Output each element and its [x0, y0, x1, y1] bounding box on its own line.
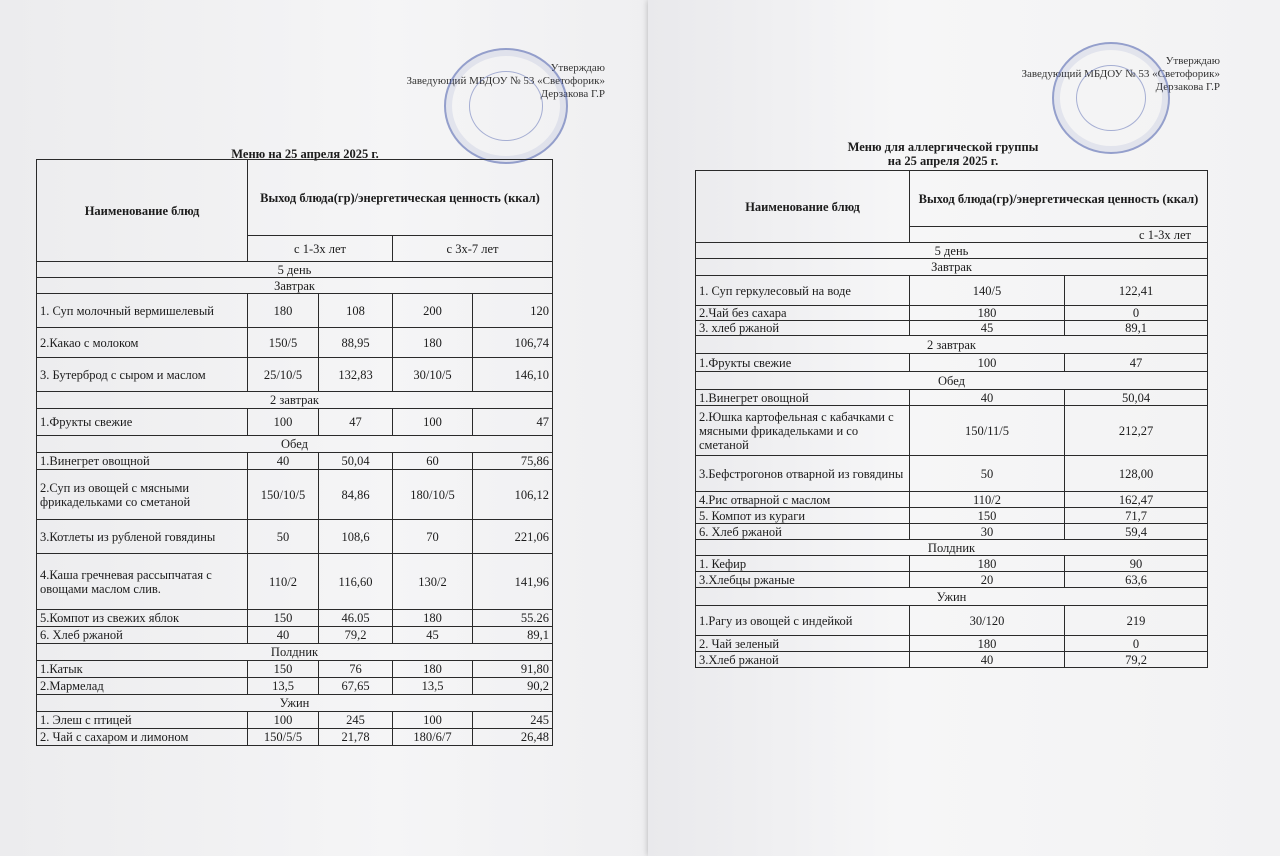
- stamp-center: [469, 71, 543, 140]
- cell-weight: 100: [910, 354, 1065, 372]
- cell-weight-young: 100: [248, 409, 319, 436]
- cell-kcal: 89,1: [1065, 321, 1208, 336]
- dish-name: 2.Какао с молоком: [37, 328, 248, 358]
- cell-weight: 30/120: [910, 606, 1065, 636]
- cell-weight: 30: [910, 524, 1065, 540]
- cell-kcal-older: 90,2: [473, 678, 553, 695]
- cell-kcal-young: 46.05: [319, 610, 393, 627]
- cell-weight-young: 150: [248, 661, 319, 678]
- dish-name: 3. Бутерброд с сыром и маслом: [37, 358, 248, 392]
- title-line-2: на 25 апреля 2025 г.: [887, 154, 999, 168]
- cell-weight: 140/5: [910, 276, 1065, 306]
- cell-weight: 40: [910, 390, 1065, 406]
- table-row: [696, 556, 1208, 572]
- cell-weight-older: 200: [393, 294, 473, 328]
- cell-kcal: 50,04: [1065, 390, 1208, 406]
- cell-weight: 50: [910, 456, 1065, 492]
- title-line-1: Меню для аллергической группы: [847, 140, 1039, 154]
- approval-title: Утверждаю: [1165, 55, 1220, 67]
- table-row: [37, 712, 553, 729]
- table-row: [696, 321, 1208, 336]
- dish-name: 3.Бефстрогонов отварной из говядины: [696, 456, 910, 492]
- cell-kcal-older: 141,96: [473, 554, 553, 610]
- right-menu-title: [728, 140, 1158, 168]
- cell-kcal-older: 106,74: [473, 328, 553, 358]
- section-breakfast: Завтрак: [696, 259, 1208, 276]
- header-age-1-3: с 1-3х лет: [248, 236, 393, 262]
- cell-kcal: 122,41: [1065, 276, 1208, 306]
- cell-kcal-young: 76: [319, 661, 393, 678]
- dish-name: 2.Юшка картофельная с кабачками с мясными фрикадельками и со сметаной: [696, 406, 910, 456]
- cell-weight-young: 110/2: [248, 554, 319, 610]
- cell-kcal-older: 75,86: [473, 453, 553, 470]
- section-breakfast: Завтрак: [37, 278, 553, 294]
- cell-weight-young: 13,5: [248, 678, 319, 695]
- dish-name: 1.Винегрет овощной: [696, 390, 910, 406]
- cell-weight-older: 180/10/5: [393, 470, 473, 520]
- cell-weight-young: 25/10/5: [248, 358, 319, 392]
- cell-weight-young: 40: [248, 627, 319, 644]
- dish-name: 2. Чай с сахаром и лимоном: [37, 729, 248, 746]
- cell-kcal-young: 79,2: [319, 627, 393, 644]
- cell-kcal-young: 50,04: [319, 453, 393, 470]
- cell-weight-young: 100: [248, 712, 319, 729]
- cell-kcal-young: 132,83: [319, 358, 393, 392]
- cell-kcal: 63,6: [1065, 572, 1208, 588]
- table-row: [37, 520, 553, 554]
- cell-weight: 45: [910, 321, 1065, 336]
- approval-title: Утверждаю: [550, 62, 605, 74]
- section-lunch: Обед: [37, 436, 553, 453]
- stamp-center: [1076, 65, 1146, 132]
- cell-weight-older: 100: [393, 712, 473, 729]
- table-row: [696, 456, 1208, 492]
- dish-name: 1. Суп молочный вермишелевый: [37, 294, 248, 328]
- table-row: [696, 524, 1208, 540]
- cell-weight-older: 180: [393, 610, 473, 627]
- table-row: [37, 678, 553, 695]
- approval-position: Заведующий МБДОУ № 53 «Светофорик»: [406, 75, 605, 87]
- dish-name: 1. Элеш с птицей: [37, 712, 248, 729]
- left-menu-title: Меню на 25 апреля 2025 г.: [231, 147, 379, 161]
- table-row: [696, 652, 1208, 668]
- dish-name: 1.Рагу из овощей с индейкой: [696, 606, 910, 636]
- section-second-breakfast: 2 завтрак: [696, 336, 1208, 354]
- header-age-3-7: с 3х-7 лет: [393, 236, 553, 262]
- header-dish-name: Наименование блюд: [37, 160, 248, 262]
- table-row: [696, 492, 1208, 508]
- section-dinner: Ужин: [37, 695, 553, 712]
- dish-name: 6. Хлеб ржаной: [696, 524, 910, 540]
- dish-name: 3.Хлеб ржаной: [696, 652, 910, 668]
- cell-weight-young: 150: [248, 610, 319, 627]
- cell-weight: 180: [910, 306, 1065, 321]
- section-lunch: Обед: [696, 372, 1208, 390]
- cell-kcal-young: 88,95: [319, 328, 393, 358]
- approval-signer: Дерзакова Г.Р: [540, 88, 605, 100]
- cell-kcal-older: 89,1: [473, 627, 553, 644]
- table-row: [37, 358, 553, 392]
- section-dinner: Ужин: [696, 588, 1208, 606]
- cell-kcal-young: 108,6: [319, 520, 393, 554]
- day-label: 5 день: [37, 262, 553, 278]
- header-age-1-3: с 1-3х лет: [910, 227, 1208, 243]
- table-row: [37, 661, 553, 678]
- cell-kcal-young: 245: [319, 712, 393, 729]
- dish-name: 1.Винегрет овощной: [37, 453, 248, 470]
- table-row: [37, 453, 553, 470]
- table-row: [37, 470, 553, 520]
- cell-kcal: 212,27: [1065, 406, 1208, 456]
- table-row: [696, 354, 1208, 372]
- dish-name: 4.Каша гречневая рассыпчатая с овощами маслом слив.: [37, 554, 248, 610]
- dish-name: 3.Хлебцы ржаные: [696, 572, 910, 588]
- approval-signer: Дерзакова Г.Р: [1155, 81, 1220, 93]
- cell-kcal-older: 221,06: [473, 520, 553, 554]
- table-row: [37, 554, 553, 610]
- cell-weight-older: 100: [393, 409, 473, 436]
- dish-name: 1. Суп геркулесовый на воде: [696, 276, 910, 306]
- table-row: [696, 306, 1208, 321]
- day-label: 5 день: [696, 243, 1208, 259]
- table-row: [37, 328, 553, 358]
- cell-kcal-older: 106,12: [473, 470, 553, 520]
- table-row: [696, 606, 1208, 636]
- section-second-breakfast: 2 завтрак: [37, 392, 553, 409]
- cell-kcal: 0: [1065, 636, 1208, 652]
- dish-name: 2. Чай зеленый: [696, 636, 910, 652]
- cell-kcal-young: 84,86: [319, 470, 393, 520]
- cell-weight: 20: [910, 572, 1065, 588]
- cell-weight-young: 40: [248, 453, 319, 470]
- dish-name: 2.Мармелад: [37, 678, 248, 695]
- header-output: Выход блюда(гр)/энергетическая ценность (ккал): [248, 160, 553, 236]
- table-row: [37, 627, 553, 644]
- table-row: [37, 610, 553, 627]
- dish-name: 2.Чай без сахара: [696, 306, 910, 321]
- dish-name: 5.Компот из свежих яблок: [37, 610, 248, 627]
- cell-weight-older: 180: [393, 661, 473, 678]
- cell-kcal: 162,47: [1065, 492, 1208, 508]
- cell-kcal: 128,00: [1065, 456, 1208, 492]
- left-menu-table: [36, 159, 553, 746]
- cell-weight: 40: [910, 652, 1065, 668]
- cell-kcal-older: 120: [473, 294, 553, 328]
- cell-kcal: 219: [1065, 606, 1208, 636]
- cell-kcal-older: 47: [473, 409, 553, 436]
- dish-name: 3. хлеб ржаной: [696, 321, 910, 336]
- cell-weight-older: 45: [393, 627, 473, 644]
- header-dish-name: Наименование блюд: [696, 171, 910, 243]
- right-menu-table: [695, 170, 1208, 668]
- cell-weight: 150/11/5: [910, 406, 1065, 456]
- cell-kcal: 90: [1065, 556, 1208, 572]
- cell-weight-older: 13,5: [393, 678, 473, 695]
- table-row: [696, 508, 1208, 524]
- dish-name: 2.Суп из овощей с мясными фрикадельками со сметаной: [37, 470, 248, 520]
- cell-kcal: 59,4: [1065, 524, 1208, 540]
- cell-weight-older: 60: [393, 453, 473, 470]
- dish-name: 1.Фрукты свежие: [37, 409, 248, 436]
- cell-kcal-older: 245: [473, 712, 553, 729]
- dish-name: 6. Хлеб ржаной: [37, 627, 248, 644]
- cell-kcal: 79,2: [1065, 652, 1208, 668]
- cell-kcal-older: 26,48: [473, 729, 553, 746]
- cell-kcal-young: 116,60: [319, 554, 393, 610]
- dish-name: 3.Котлеты из рубленой говядины: [37, 520, 248, 554]
- cell-weight-older: 180/6/7: [393, 729, 473, 746]
- table-row: [696, 276, 1208, 306]
- approval-position: Заведующий МБДОУ № 53 «Светофорик»: [1021, 68, 1220, 80]
- cell-weight-older: 70: [393, 520, 473, 554]
- cell-weight: 180: [910, 556, 1065, 572]
- cell-weight: 180: [910, 636, 1065, 652]
- cell-kcal: 71,7: [1065, 508, 1208, 524]
- cell-kcal-older: 146,10: [473, 358, 553, 392]
- section-snack: Полдник: [696, 540, 1208, 556]
- table-row: [37, 294, 553, 328]
- dish-name: 1.Катык: [37, 661, 248, 678]
- dish-name: 4.Рис отварной с маслом: [696, 492, 910, 508]
- cell-kcal: 0: [1065, 306, 1208, 321]
- cell-kcal-young: 47: [319, 409, 393, 436]
- cell-kcal-older: 55.26: [473, 610, 553, 627]
- dish-name: 5. Компот из кураги: [696, 508, 910, 524]
- table-row: [37, 729, 553, 746]
- header-output: Выход блюда(гр)/энергетическая ценность (ккал): [910, 171, 1208, 227]
- cell-weight-older: 30/10/5: [393, 358, 473, 392]
- cell-weight-young: 150/5: [248, 328, 319, 358]
- cell-kcal-young: 21,78: [319, 729, 393, 746]
- table-row: [696, 572, 1208, 588]
- cell-weight: 110/2: [910, 492, 1065, 508]
- table-row: [696, 390, 1208, 406]
- cell-weight-young: 180: [248, 294, 319, 328]
- cell-kcal-young: 67,65: [319, 678, 393, 695]
- table-row: [37, 409, 553, 436]
- section-snack: Полдник: [37, 644, 553, 661]
- right-official-stamp: [1052, 42, 1170, 154]
- cell-kcal-young: 108: [319, 294, 393, 328]
- cell-weight-older: 130/2: [393, 554, 473, 610]
- cell-weight: 150: [910, 508, 1065, 524]
- table-row: [696, 406, 1208, 456]
- dish-name: 1. Кефир: [696, 556, 910, 572]
- cell-kcal-older: 91,80: [473, 661, 553, 678]
- cell-weight-young: 150/10/5: [248, 470, 319, 520]
- cell-weight-older: 180: [393, 328, 473, 358]
- table-row: [696, 636, 1208, 652]
- cell-kcal: 47: [1065, 354, 1208, 372]
- right-menu-sheet: [648, 0, 1280, 856]
- dish-name: 1.Фрукты свежие: [696, 354, 910, 372]
- cell-weight-young: 150/5/5: [248, 729, 319, 746]
- cell-weight-young: 50: [248, 520, 319, 554]
